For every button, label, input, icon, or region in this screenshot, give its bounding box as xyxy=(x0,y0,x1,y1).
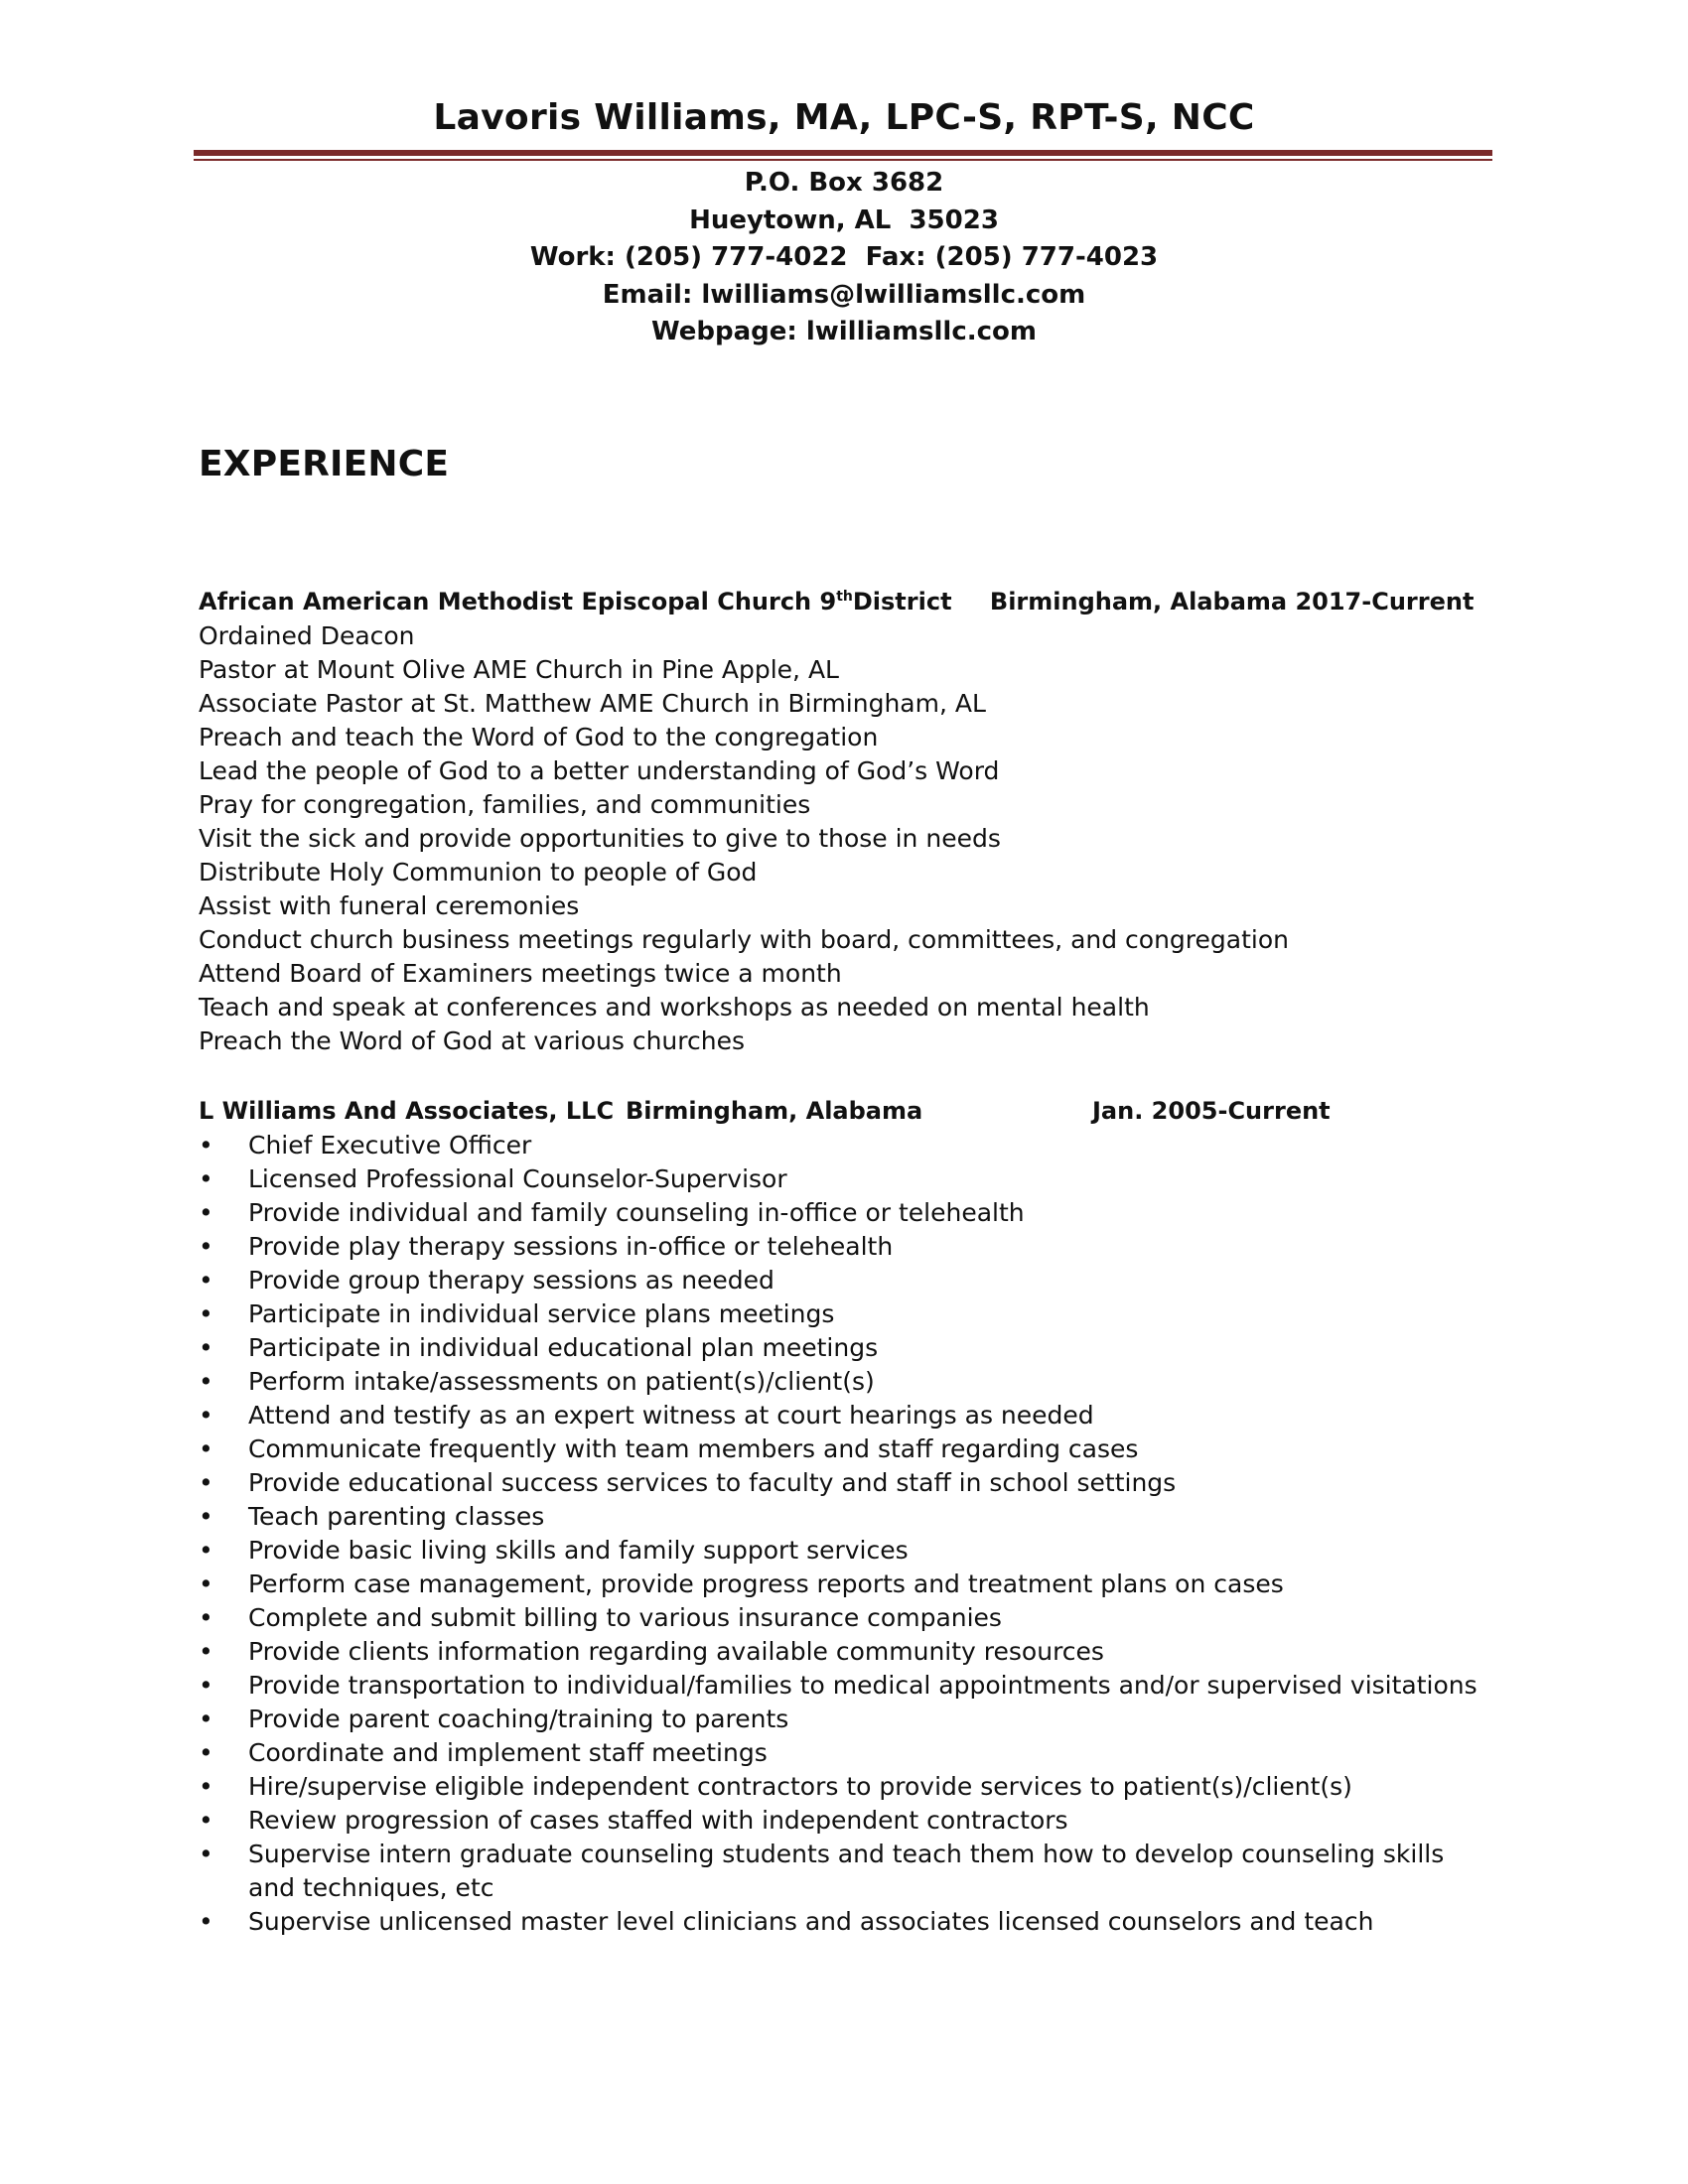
header-rule-thick xyxy=(194,150,1492,156)
list-item: Conduct church business meetings regularly with board, committees, and congregation xyxy=(199,925,1289,954)
address-line-2: Hueytown, AL 35023 xyxy=(689,205,999,235)
list-item: Lead the people of God to a better understanding of God’s Word xyxy=(199,756,1000,785)
bullet-icon: • xyxy=(199,1536,213,1565)
bullet-icon: • xyxy=(199,1131,213,1160)
bullet-icon: • xyxy=(199,1840,213,1868)
list-item: Preach and teach the Word of God to the congregation xyxy=(199,723,879,751)
bullet-icon: • xyxy=(199,1164,213,1193)
list-item-text: Participate in individual service plans meetings xyxy=(248,1299,835,1328)
list-item-text: Chief Executive Officer xyxy=(248,1131,532,1160)
bullet-icon: • xyxy=(199,1806,213,1835)
list-item-text: Provide transportation to individual/families to medical appointments and/or supervised visitations xyxy=(248,1671,1477,1700)
bullet-icon: • xyxy=(199,1333,213,1362)
resume-name: Lavoris Williams, MA, LPC-S, RPT-S, NCC xyxy=(433,97,1255,138)
list-item xyxy=(199,1601,1479,1635)
list-item: Teach and speak at conferences and workshops as needed on mental health xyxy=(199,993,1150,1022)
list-item xyxy=(199,1736,1479,1770)
list-item xyxy=(199,1196,1479,1230)
job-1-duties xyxy=(199,619,1289,1058)
list-item xyxy=(199,1466,1479,1500)
list-item-text: Provide parent coaching/training to parents xyxy=(248,1705,789,1733)
job-1-header xyxy=(199,588,1474,615)
list-item: Distribute Holy Communion to people of God xyxy=(199,858,758,887)
list-item-text: Provide clients information regarding available community resources xyxy=(248,1637,1104,1666)
bullet-icon: • xyxy=(199,1671,213,1700)
list-item-text: Provide individual and family counseling in-office or telehealth xyxy=(248,1198,1025,1227)
list-item-text: Hire/supervise eligible independent contractors to provide services to patient(s)/client(s) xyxy=(248,1772,1352,1801)
list-item-text: Provide educational success services to faculty and staff in school settings xyxy=(248,1468,1177,1497)
job-1-org: African American Methodist Episcopal Church 9thDistrict xyxy=(199,588,952,615)
address-line-1: P.O. Box 3682 xyxy=(744,168,944,198)
header-rule-thin xyxy=(194,159,1492,161)
bullet-icon: • xyxy=(199,1401,213,1430)
list-item xyxy=(199,1297,1479,1331)
list-item-text: Complete and submit billing to various insurance companies xyxy=(248,1603,1002,1632)
job-2-header xyxy=(199,1097,1331,1125)
list-item xyxy=(199,1331,1479,1365)
experience-heading: EXPERIENCE xyxy=(199,444,450,484)
bullet-icon: • xyxy=(199,1907,213,1936)
list-item: Pastor at Mount Olive AME Church in Pine Apple, AL xyxy=(199,655,839,684)
list-item xyxy=(199,1905,1479,1939)
phone-fax-line: Work: (205) 777-4022 Fax: (205) 777-4023 xyxy=(529,242,1159,272)
bullet-icon: • xyxy=(199,1299,213,1328)
bullet-icon: • xyxy=(199,1266,213,1295)
list-item: Attend Board of Examiners meetings twice a month xyxy=(199,959,842,988)
list-item-text: Provide play therapy sessions in-office or telehealth xyxy=(248,1232,894,1261)
list-item-text: Teach parenting classes xyxy=(248,1502,545,1531)
list-item-text: Attend and testify as an expert witness at court hearings as needed xyxy=(248,1401,1094,1430)
bullet-icon: • xyxy=(199,1502,213,1531)
list-item-text: Coordinate and implement staff meetings xyxy=(248,1738,768,1767)
bullet-icon: • xyxy=(199,1434,213,1463)
list-item xyxy=(199,1669,1479,1703)
bullet-icon: • xyxy=(199,1603,213,1632)
list-item xyxy=(199,1162,1479,1196)
list-item xyxy=(199,1230,1479,1264)
list-item: Visit the sick and provide opportunities to give to those in needs xyxy=(199,824,1001,853)
list-item: Pray for congregation, families, and communities xyxy=(199,790,811,819)
bullet-icon: • xyxy=(199,1705,213,1733)
bullet-icon: • xyxy=(199,1367,213,1396)
bullet-icon: • xyxy=(199,1637,213,1666)
list-item-text: Supervise unlicensed master level clinicians and associates licensed counselors and teach xyxy=(248,1907,1374,1936)
webpage-line: Webpage: lwilliamsllc.com xyxy=(650,317,1038,346)
list-item xyxy=(199,1365,1479,1399)
bullet-icon: • xyxy=(199,1772,213,1801)
list-item xyxy=(199,1264,1479,1297)
list-item xyxy=(199,1703,1479,1736)
job-2-location: Birmingham, Alabama xyxy=(626,1097,923,1125)
list-item xyxy=(199,1838,1479,1905)
list-item-text: Perform case management, provide progress reports and treatment plans on cases xyxy=(248,1570,1284,1598)
list-item xyxy=(199,1635,1479,1669)
list-item-text: Communicate frequently with team members and staff regarding cases xyxy=(248,1434,1139,1463)
list-item-text: Participate in individual educational plan meetings xyxy=(248,1333,879,1362)
list-item-text: Provide group therapy sessions as needed xyxy=(248,1266,774,1295)
bullet-icon: • xyxy=(199,1198,213,1227)
list-item xyxy=(199,1804,1479,1838)
bullet-icon: • xyxy=(199,1738,213,1767)
job-2-org: L Williams And Associates, LLC xyxy=(199,1097,615,1125)
list-item xyxy=(199,1568,1479,1601)
list-item xyxy=(199,1399,1479,1433)
list-item xyxy=(199,1770,1479,1804)
list-item xyxy=(199,1500,1479,1534)
list-item-text: Provide basic living skills and family support services xyxy=(248,1536,909,1565)
list-item: Ordained Deacon xyxy=(199,621,415,650)
list-item: Assist with funeral ceremonies xyxy=(199,891,580,920)
bullet-icon: • xyxy=(199,1468,213,1497)
list-item-text: Review progression of cases staffed with independent contractors xyxy=(248,1806,1068,1835)
list-item xyxy=(199,1534,1479,1568)
list-item-text: Perform intake/assessments on patient(s)/client(s) xyxy=(248,1367,875,1396)
job-2-duties xyxy=(199,1129,1479,1939)
list-item: Preach the Word of God at various churches xyxy=(199,1026,745,1055)
email-line: Email: lwilliams@lwilliamsllc.com xyxy=(602,279,1086,310)
job-1-location-dates: Birmingham, Alabama 2017-Current xyxy=(989,588,1475,615)
list-item: Associate Pastor at St. Matthew AME Church in Birmingham, AL xyxy=(199,689,986,718)
list-item-text: Licensed Professional Counselor-Supervisor xyxy=(248,1164,787,1193)
job-2-dates: Jan. 2005-Current xyxy=(1092,1097,1331,1125)
contact-block xyxy=(0,165,1688,351)
list-item-text: Supervise intern graduate counseling students and teach them how to develop counseling skills and techniques, etc xyxy=(248,1840,1445,1902)
bullet-icon: • xyxy=(199,1232,213,1261)
bullet-icon: • xyxy=(199,1570,213,1598)
list-item xyxy=(199,1433,1479,1466)
list-item xyxy=(199,1129,1479,1162)
